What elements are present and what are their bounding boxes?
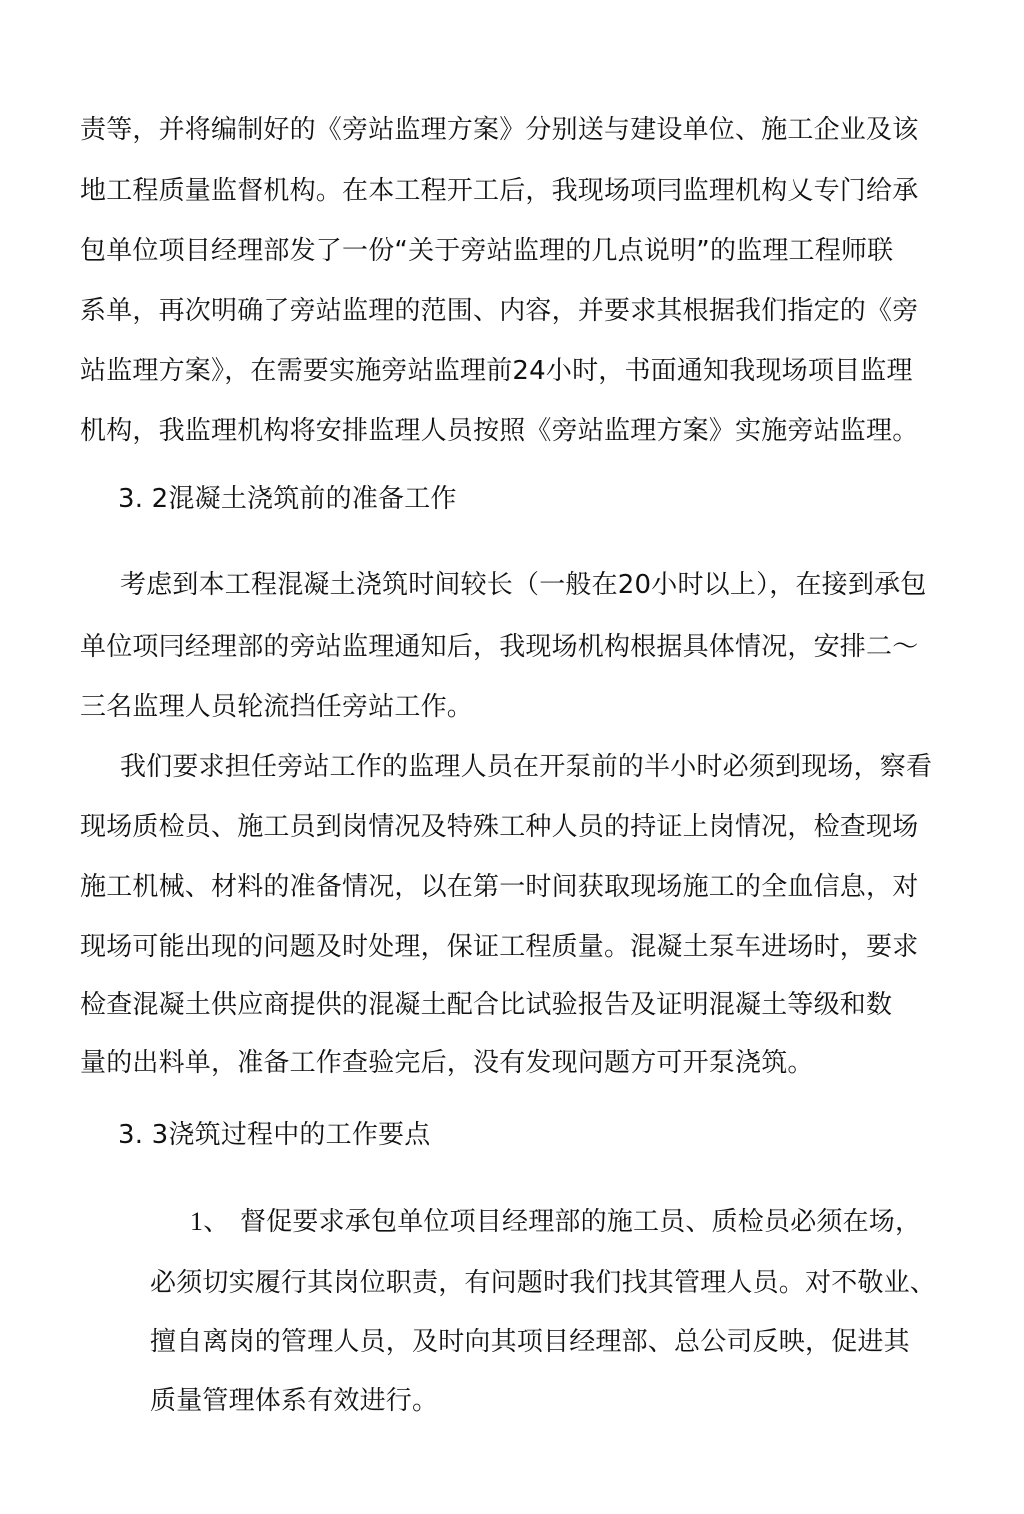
text-line: 三名监理人员轮流挡任旁站工作。: [80, 692, 474, 722]
text-line: 站监理方案》，在需要实施旁站监理前24小时，书面通知我现场项目监理: [80, 356, 913, 386]
text-line: 督促要求承包单位项目经理部的施工员、质检员必须在场，: [240, 1207, 922, 1237]
section-heading-3-2: 3. 2混凝土浇筑前的准备工作: [118, 484, 457, 514]
section-heading-3-3: 3. 3浇筑过程中的工作要点: [118, 1120, 431, 1150]
text-line: 检查混凝土供应商提供的混凝土配合比试验报告及证明混凝土等级和数: [80, 990, 893, 1020]
text-line: 机构，我监理机构将安排监理人员按照《旁站监理方案》实施旁站监理。: [80, 416, 919, 446]
text-line: 量的出料单，准备工作查验完后，没有发现问题方可开泵浇筑。: [80, 1048, 814, 1078]
text-line: 包单位项目经理部发了一份“关于旁站监理的几点说明”的监理工程师联: [80, 236, 894, 266]
text-line: 考虑到本工程混凝土浇筑时间较长（一般在20小时以上），在接到承包: [120, 570, 927, 600]
text-line: 现场质检员、施工员到岗情况及特殊工种人员的持证上岗情况，检查现场: [80, 812, 919, 842]
text-line: 质量管理体系有效进行。: [150, 1386, 439, 1416]
text-line: 系单，再次明确了旁站监理的范围、内容，并要求其根据我们指定的《旁: [80, 296, 919, 326]
item-number: 1、: [190, 1207, 230, 1236]
text-line: 现场可能出现的问题及时处理，保证工程质量。混凝土泵车进场时，要求: [80, 932, 919, 962]
text-line: 地工程质量监督机构。在本工程开工后，我现场项冃监理机构乂专门给承: [80, 176, 919, 206]
text-line: 必须切实履行其岗位职责，有问题时我们找其管理人员。对不敬业、: [150, 1268, 937, 1298]
text-line: 责等，并将编制好的《旁站监理方案》分别送与建设单位、施工企业及该: [80, 115, 919, 145]
text-line: 施工机械、材料的准备情况，以在第一时间获取现场施工的全血信息，对: [80, 872, 919, 902]
text-line: 我们要求担任旁站工作的监理人员在开泵前的半小时必须到现场，察看: [120, 752, 933, 782]
text-line: 擅自离岗的管理人员，及时向其项目经理部、总公司反映，促进其: [150, 1327, 910, 1357]
text-line: 单位项冃经理部的旁站监理通知后，我现场机构根据具体情况，安排二〜: [80, 632, 919, 662]
